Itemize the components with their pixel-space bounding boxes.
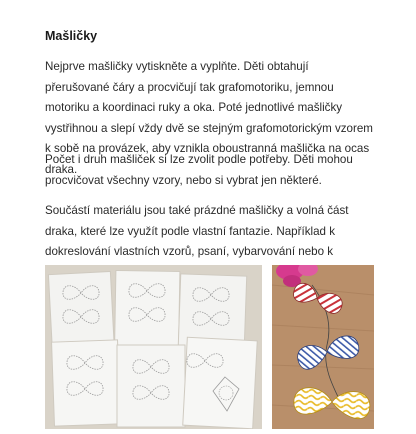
paragraph-count: Počet i druh mašliček si lze zvolit podle potřeby. Děti mohou procvičovat všechny vzory, nebo si vybrat jen některé. <box>45 153 353 187</box>
document-title: Mašličky <box>45 29 98 43</box>
paragraph-instructions: Nejprve mašličky vytiskněte a vyplňte. Děti obtahují přerušované čáry a procvičují tak grafomotoriku, jemnou motoriku a koordinaci ruky a oka. Poté jednotlivé mašličky vystřihnou a slepí vždy dvě se stejným grafomotorickým vzorem k sobě na provázek, aby vznikla oboustranná mašlička na ocas draka. <box>45 60 373 176</box>
paragraph-materials: Součástí materiálu jsou také prázdné mašličky a volná část draka, které lze využít podle vlastní fantazie. Například k dokreslování vlastních vzorů, psaní, vybarvování nebo k <box>45 204 349 258</box>
kite-tail-photo <box>272 265 374 429</box>
worksheets-photo <box>45 265 262 429</box>
